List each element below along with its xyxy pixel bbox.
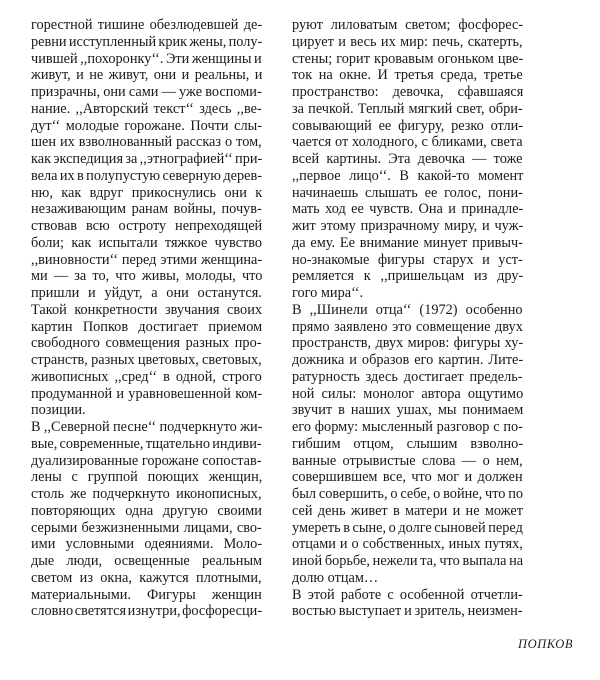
text-line: незаживающим ранам войны, почув- — [31, 201, 262, 218]
text-line: ванные отрывистые слова — о нем, — [292, 452, 523, 469]
text-line: чившей ,,похоронку‘‘. Эти женщины и — [31, 50, 262, 67]
text-line: странств, разных цветовых, световых, — [31, 352, 262, 368]
text-line: В этой работе с особенной отчетли- — [292, 586, 523, 603]
text-line: ток на окне. И третья среда, третье — [292, 67, 523, 84]
text-line: ми — за то, что живы, молоды, что — [31, 268, 263, 285]
text-line: пространств, двух миров: фигуры ху- — [292, 335, 524, 352]
text-line: всей картины. Эта девочка — тоже — [292, 151, 523, 167]
text-line: его форму: мысленный разговор с по- — [292, 419, 523, 435]
text-line: ствовав всю остроту непреходящей — [31, 218, 263, 234]
text-column-left — [31, 17, 262, 620]
text-line: ной силы: монолог автора ощутимо — [292, 385, 524, 402]
text-line: чается от холодного, с бликами, света — [292, 134, 523, 151]
text-line: картин Попков достигает приемом — [31, 318, 263, 335]
text-line: живописных ,,сред‘‘ в одной, строго — [31, 368, 262, 385]
text-line: пришли и уйдут, а они останутся. — [31, 285, 262, 301]
text-line: свободного совмещения разных про- — [31, 335, 262, 352]
text-line: шен их взволнованный рассказ о том, — [31, 134, 262, 151]
text-line: повторяющих одна другую своими — [31, 502, 262, 519]
text-line: ремляется к ,,пришельцам из дру- — [292, 268, 524, 285]
text-line: начинаешь слышать ее голос, пони- — [292, 184, 523, 201]
text-line: гибшим отцом, слышим взволно- — [292, 435, 524, 452]
text-line: горестной тишине обезлюдевшей де- — [31, 17, 263, 33]
text-line: дые люди, освещенные реальным — [31, 553, 263, 569]
running-footer: ПОПКОВ — [518, 637, 574, 651]
text-line: серыми безжизненными лицами, сво- — [31, 519, 262, 536]
text-line: дут‘‘ молодые горожане. Почти слы- — [31, 117, 262, 134]
text-line: ратурность здесь достигает предель- — [292, 368, 523, 385]
text-line: живут, и не живут, они и реальны, и — [31, 67, 263, 84]
text-line: позиции. — [31, 402, 86, 419]
text-line: дожника и образов его картин. Лите- — [292, 352, 524, 368]
text-line: боли; как испытали тяжкое чувство — [31, 234, 263, 251]
text-line: лены с группой поющих женщин, — [31, 469, 263, 486]
text-line: Такой конкретности звучания своих — [31, 301, 262, 318]
text-line: звучит в наших ушах, мы понимаем — [292, 402, 524, 419]
text-line: светом из окна, кажутся плотными, — [31, 569, 262, 586]
text-line: за печкой. Теплый мягкий свет, обри- — [292, 100, 523, 117]
text-line: как экспедиция за ,,этнографией‘‘ при- — [31, 151, 263, 167]
text-line: иной борьбе, нежели та, что выпала на — [292, 553, 524, 569]
text-line: ,,первое лицо‘‘. В какой-то момент — [292, 167, 524, 184]
text-line: но-знакомые фигуры старух и уст- — [292, 251, 523, 268]
text-line: сей день живет в матери и не может — [292, 502, 523, 519]
text-line: долю отцам… — [292, 569, 379, 586]
text-line: словно светятся изнутри, фосфоресци- — [31, 603, 263, 620]
text-line: нание. ,,Авторский текст‘‘ здесь ,,ве- — [31, 100, 262, 117]
text-line: был совершить, о себе, о войне, что по — [292, 486, 524, 502]
text-line: В ,,Северной песне‘‘ подчеркнуто жи- — [31, 419, 263, 435]
text-line: ими условными одеяниями. Моло- — [31, 536, 262, 553]
text-line: В ,,Шинели отца‘‘ (1972) особенно — [292, 301, 523, 318]
text-line: материальными. Фигуры женщин — [31, 586, 262, 603]
text-column-right — [292, 17, 523, 620]
text-line: стены; горит кровавым огоньком цве- — [292, 50, 524, 67]
text-line: да ему. Ее внимание минует привыч- — [292, 234, 523, 251]
text-line: продуманной и уравновешенной ком- — [31, 385, 263, 402]
text-line: жит этому призрачному миру, и чуж- — [292, 218, 524, 234]
text-line: вела их в полупустую северную дерев- — [31, 167, 262, 184]
text-line: прямо заявлено это совмещение двух — [292, 318, 523, 335]
text-line: совершившем все, что мог и должен — [292, 469, 523, 486]
text-line: ,,виновности‘‘ перед этими женщина- — [31, 251, 263, 268]
text-line: призрачны, они сами — уже воспоми- — [31, 84, 262, 100]
text-line: столь же подчеркнуто иконописных, — [31, 486, 262, 502]
text-line: дуализированные горожане сопостав- — [31, 452, 262, 469]
text-line: вые, современные, тщательно индиви- — [31, 435, 262, 452]
text-line: цирует и весь их мир: печь, скатерть, — [292, 33, 523, 50]
text-line: совывающий ее фигуру, резко отли- — [292, 117, 523, 134]
text-line: умереть в сыне, о долге сыновей перед — [292, 519, 523, 536]
text-line: ню, как вдруг прикоснулись они к — [31, 184, 263, 201]
text-line: гого мира‘‘. — [292, 285, 364, 301]
text-line: ревни исступленный крик жены, полу- — [31, 33, 263, 50]
text-line: руют лиловатым светом; фосфорес- — [292, 17, 524, 33]
text-line: отцами и о собственных, иных путях, — [292, 536, 523, 553]
text-line: мать ход ее чувств. Она и принадле- — [292, 201, 524, 218]
text-line: востью выступает и зритель, неизмен- — [292, 603, 523, 620]
text-line: пространство: девочка, сфавшаяся — [292, 84, 524, 100]
